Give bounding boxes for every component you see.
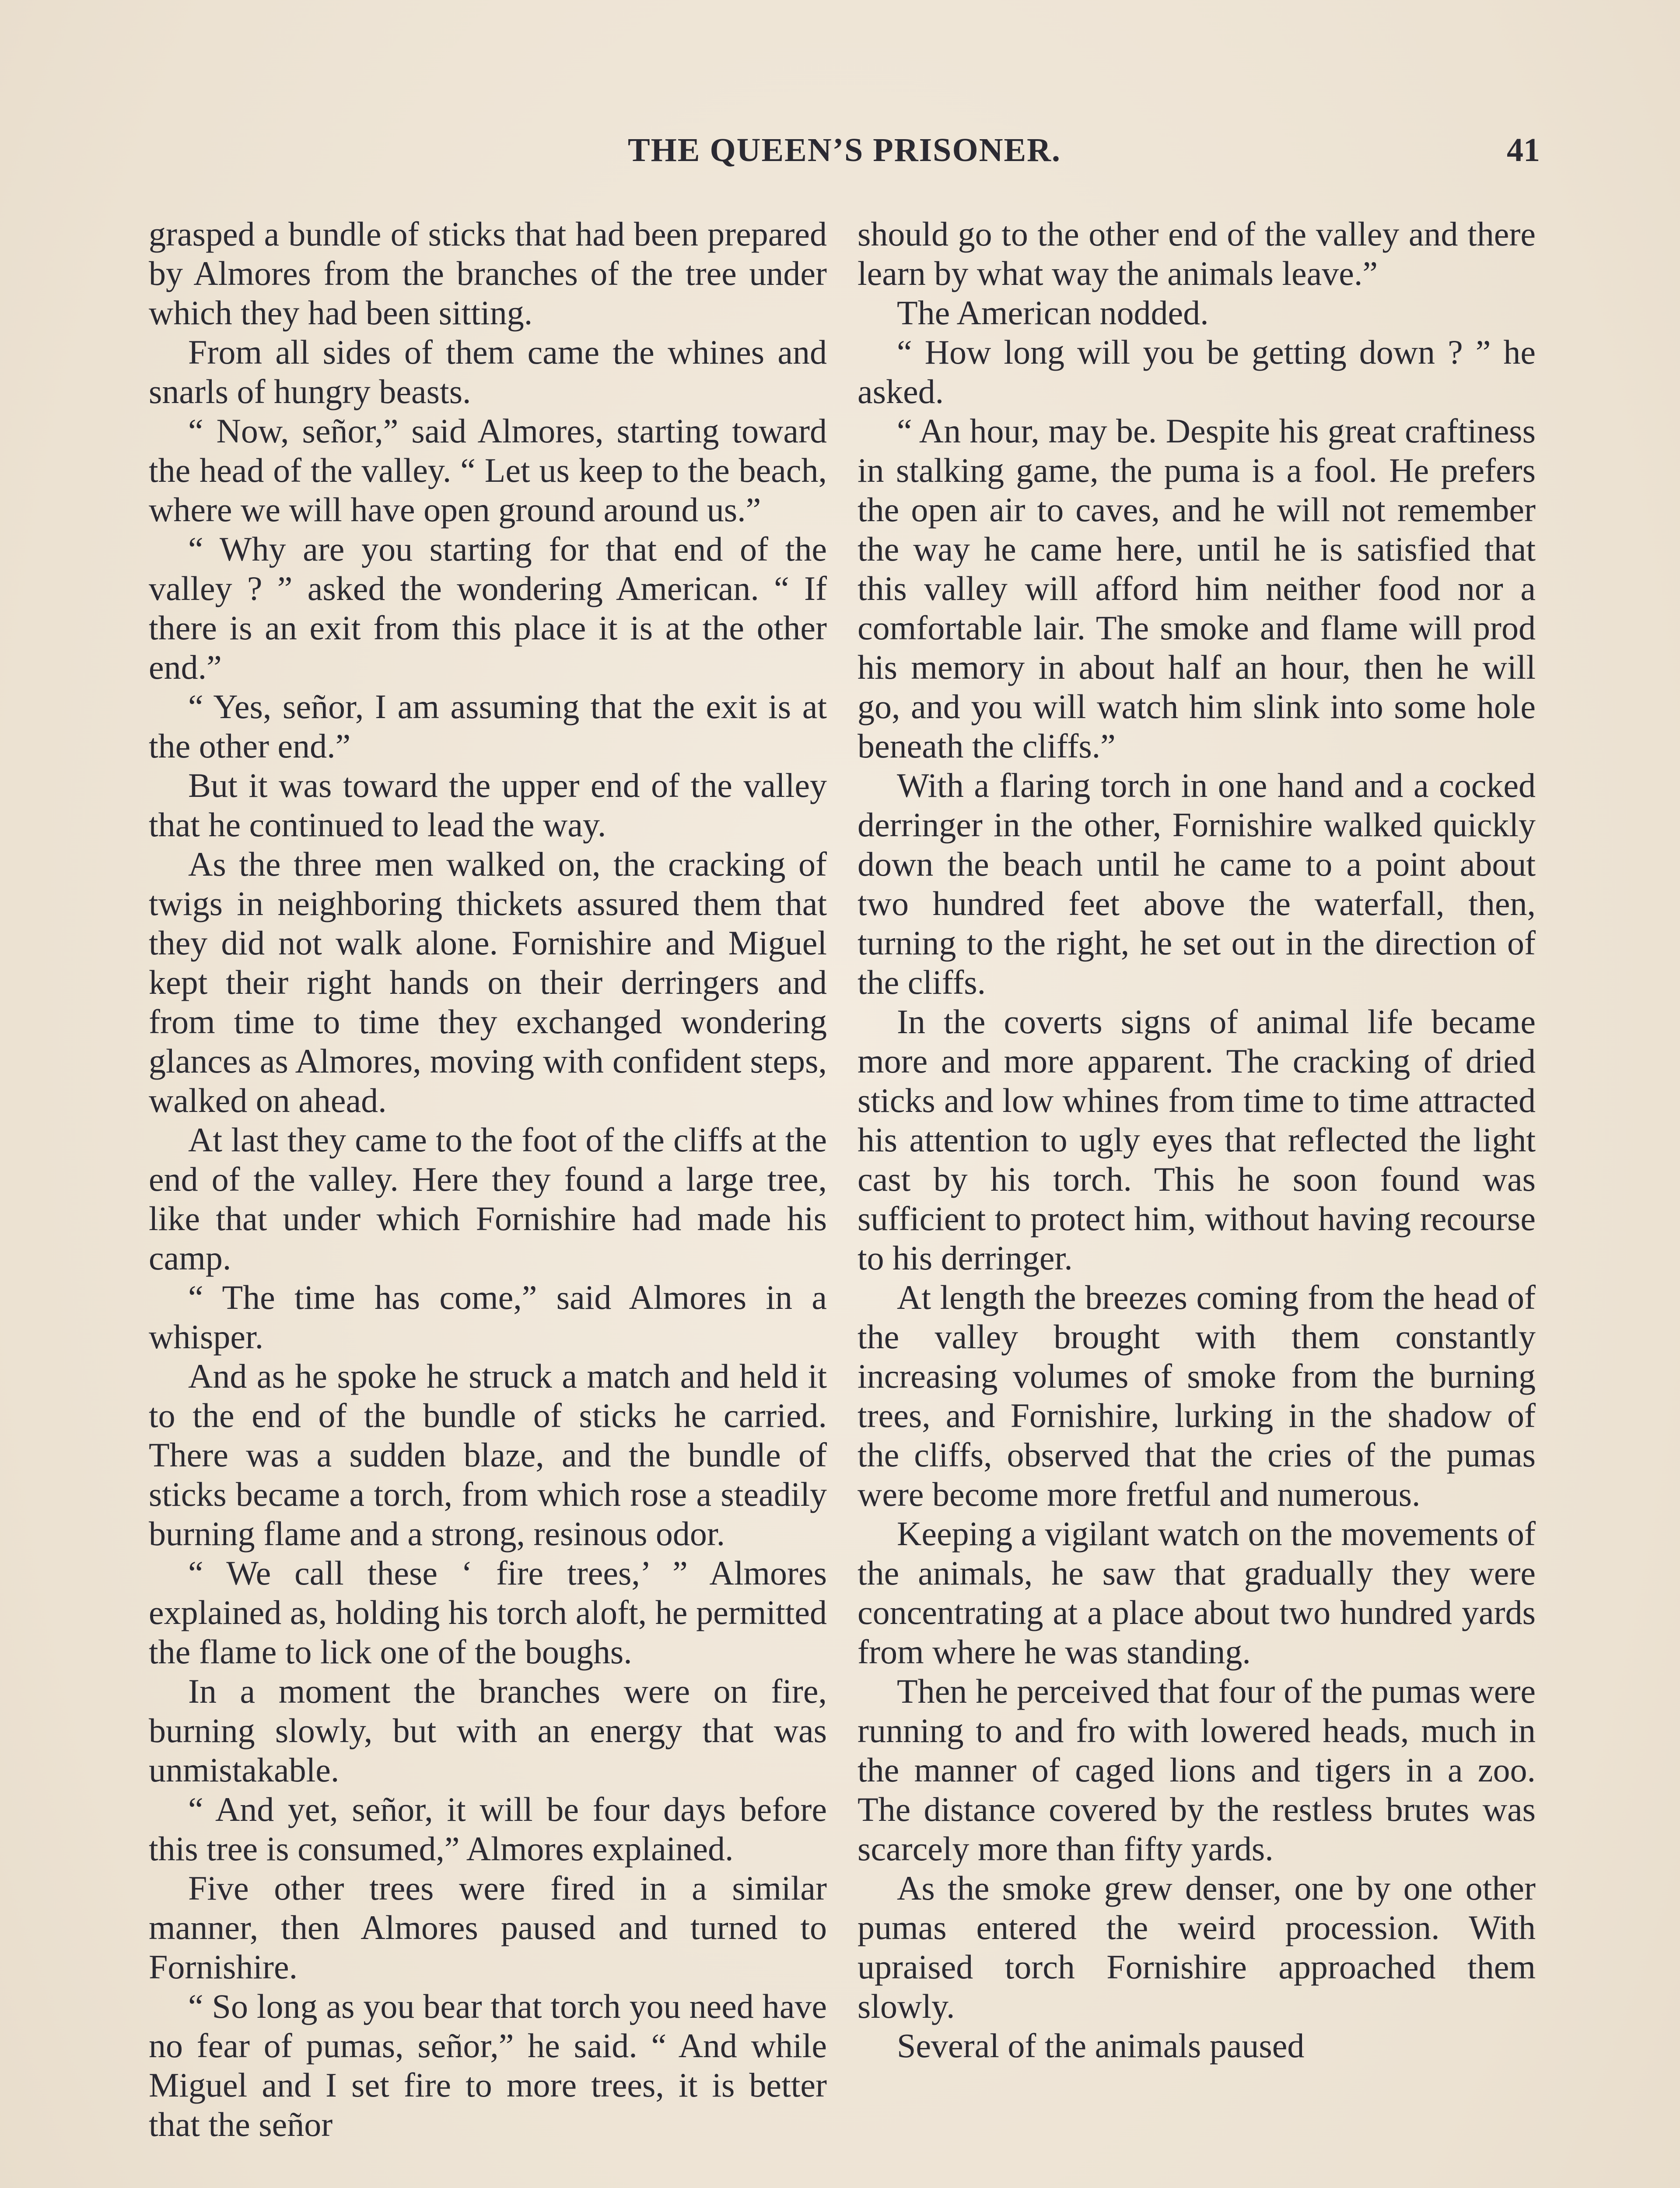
paragraph: “ How long will you be getting down ? ” he asked. — [858, 333, 1536, 410]
running-head — [149, 131, 1540, 179]
paragraph: And as he spoke he struck a match and held it to the end of the bundle of sticks he carried. There was a sudden blaze, and the bundle of sticks became a torch, from which rose a steadily burning flame and a strong, resinous odor. — [149, 1357, 827, 1553]
left-column — [149, 214, 827, 2144]
paragraph: “ So long as you bear that torch you need have no fear of pumas, señor,” he said. “ And while Miguel and I set fire to more trees, it is better that the señor — [149, 1987, 827, 2143]
paragraph: “ Why are you starting for that end of the valley ? ” asked the wondering American. “ If there is an exit from this place it is at the other end.” — [149, 530, 827, 686]
paragraph: “ And yet, señor, it will be four days before this tree is consumed,” Almores explained. — [149, 1790, 827, 1868]
paragraph: Five other trees were fired in a similar manner, then Almores paused and turned to Fornishire. — [149, 1869, 827, 1986]
page-number: 41 — [1507, 132, 1540, 168]
paragraph: Keeping a vigilant watch on the movements of the animals, he saw that gradually they were concentrating at a place about two hundred yards from where he was standing. — [858, 1515, 1536, 1671]
paragraph: “ Yes, señor, I am assuming that the exit is at the other end.” — [149, 687, 827, 765]
paragraph: The American nodded. — [897, 294, 1209, 332]
paragraph: “ The time has come,” said Almores in a whisper. — [149, 1278, 827, 1356]
paragraph: At last they came to the foot of the cliffs at the end of the valley. Here they found a large tree, like that under which Fornishire had made his camp. — [149, 1121, 827, 1277]
paragraph: grasped a bundle of sticks that had been prepared by Almores from the branches of the tree under which they had been sitting. — [149, 215, 827, 332]
paragraph: “ Now, señor,” said Almores, starting toward the head of the valley. “ Let us keep to the beach, where we will have open ground around us.” — [149, 412, 827, 529]
paragraph: Then he perceived that four of the pumas were running to and fro with lowered heads, much in the manner of caged lions and tigers in a zoo. The distance covered by the restless brutes was scarcely more than fifty yards. — [858, 1672, 1536, 1868]
right-column — [858, 214, 1536, 2065]
paragraph: As the smoke grew denser, one by one other pumas entered the weird procession. With upraised torch Fornishire approached them slowly. — [858, 1869, 1536, 2025]
paragraph: With a flaring torch in one hand and a cocked derringer in the other, Fornishire walked quickly down the beach until he came to a point about two hundred feet above the waterfall, then, turning to the right, he set out in the direction of the cliffs. — [858, 766, 1536, 1001]
paragraph: should go to the other end of the valley and there learn by what way the animals leave.” — [858, 215, 1536, 292]
paragraph: In the coverts signs of animal life became more and more apparent. The cracking of dried sticks and low whines from time to time attracted his attention to ugly eyes that reflected the light cast by his torch. This he soon found was sufficient to protect him, without having recourse to his derringer. — [858, 1003, 1536, 1277]
paragraph: In a moment the branches were on fire, burning slowly, but with an energy that was unmistakable. — [149, 1672, 827, 1789]
running-title: THE QUEEN’S PRISONER. — [627, 132, 1061, 168]
paragraph: But it was toward the upper end of the valley that he continued to lead the way. — [149, 766, 827, 844]
paragraph: At length the breezes coming from the head of the valley brought with them constantly increasing volumes of smoke from the burning trees, and Fornishire, lurking in the shadow of the cliffs, observed that the cries of the pumas were become more fretful and numerous. — [858, 1278, 1536, 1513]
paragraph: “ We call these ‘ fire trees,’ ” Almores explained as, holding his torch aloft, he permitted the flame to lick one of the boughs. — [149, 1554, 827, 1671]
paragraph: From all sides of them came the whines and snarls of hungry beasts. — [149, 333, 827, 410]
paragraph: As the three men walked on, the cracking of twigs in neighboring thickets assured them that they did not walk alone. Fornishire and Miguel kept their right hands on their derringers and from time to time they exchanged wondering glances as Almores, moving with confident steps, walked on ahead. — [149, 845, 827, 1119]
paragraph: Several of the animals paused — [897, 2027, 1305, 2065]
paragraph: “ An hour, may be. Despite his great craftiness in stalking game, the puma is a fool. He prefers the open air to caves, and he will not remember the way he came here, until he is satisfied that this valley will afford him neither food nor a comfortable lair. The smoke and flame will prod his memory in about half an hour, then he will go, and you will watch him slink into some hole beneath the cliffs.” — [858, 412, 1536, 765]
